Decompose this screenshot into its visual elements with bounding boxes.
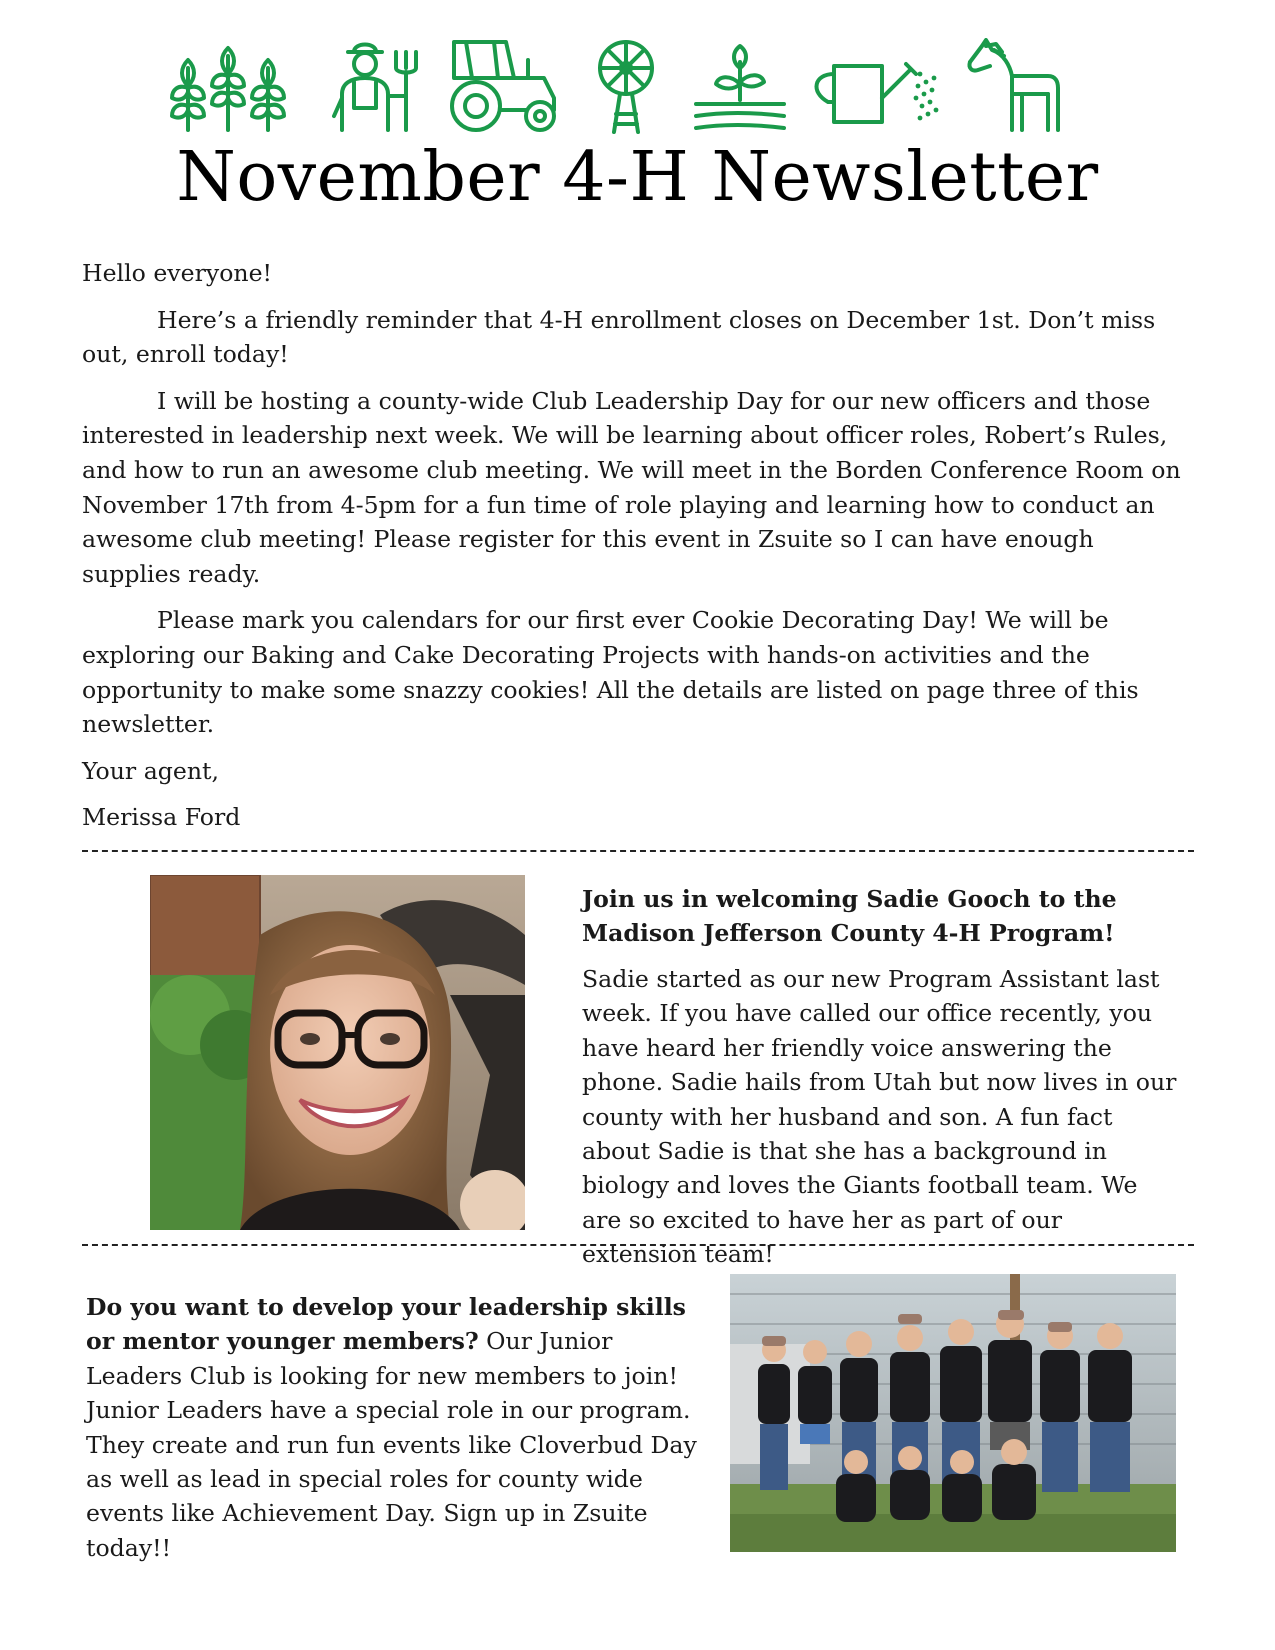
- horse-icon: [964, 38, 1064, 134]
- header-icon-row: [168, 38, 1108, 134]
- junior-leaders-body: Our Junior Leaders Club is looking for new members to join! Junior Leaders have a special role in our program. They create and run fun events like Cloverbud Day as well as lead in special roles for county wide events like Achievement Day. Sign up in Zsuite today!!: [86, 1327, 697, 1562]
- agent-letter: [82, 256, 1192, 847]
- welcome-body: Sadie started as our new Program Assistant last week. If you have called our office recently, you have heard her friendly voice answering the phone. Sadie hails from Utah but now lives in our county with her husband and son. A fun fact about Sadie is that she has a background in biology and loves the Giants football team. We are so excited to have her as part of our extension team!: [582, 965, 1177, 1269]
- welcome-heading: Join us in welcoming Sadie Gooch to the Madison Jefferson County 4-H Program!: [582, 885, 1117, 947]
- letter-paragraph: I will be hosting a county-wide Club Leadership Day for our new officers and those interested in leadership next week. We will be learning about officer roles, Robert’s Rules, and how to run an awesome club meeting. We will meet in the Borden Conference Room on November 17th from 4-5pm for a fun time of role playing and learning how to conduct an awesome club meeting! Please register for this event in Zsuite so I can have enough supplies ready.: [82, 386, 1181, 588]
- sadie-portrait-photo: [150, 875, 525, 1230]
- letter-paragraph: Here’s a friendly reminder that 4-H enrollment closes on December 1st. Don’t miss out, enroll today!: [82, 305, 1156, 369]
- page-title: November 4-H Newsletter: [176, 138, 1099, 217]
- farmer-icon: [330, 38, 420, 134]
- section-divider: [82, 1244, 1194, 1246]
- section-divider: [82, 850, 1194, 852]
- windmill-icon: [586, 38, 666, 134]
- tractor-icon: [444, 38, 564, 134]
- welcome-section: [582, 882, 1182, 1272]
- junior-leaders-section: [86, 1290, 716, 1565]
- greeting: Hello everyone!: [82, 259, 273, 287]
- sprout-icon: [692, 38, 788, 134]
- watering-can-icon: [808, 38, 943, 134]
- junior-leaders-lead: Do you want to develop your leadership skills or mentor younger members?: [86, 1293, 686, 1356]
- signature: Merissa Ford: [82, 803, 241, 832]
- junior-leaders-group-photo: [730, 1274, 1176, 1552]
- letter-paragraph: Please mark you calendars for our first ever Cookie Decorating Day! We will be exploring our Baking and Cake Decorating Projects with hands-on activities and the opportunity to make some snazzy cookies! All the details are listed on page three of this newsletter.: [82, 606, 1139, 739]
- closing: Your agent,: [82, 756, 220, 785]
- wheat-icon: [168, 38, 288, 134]
